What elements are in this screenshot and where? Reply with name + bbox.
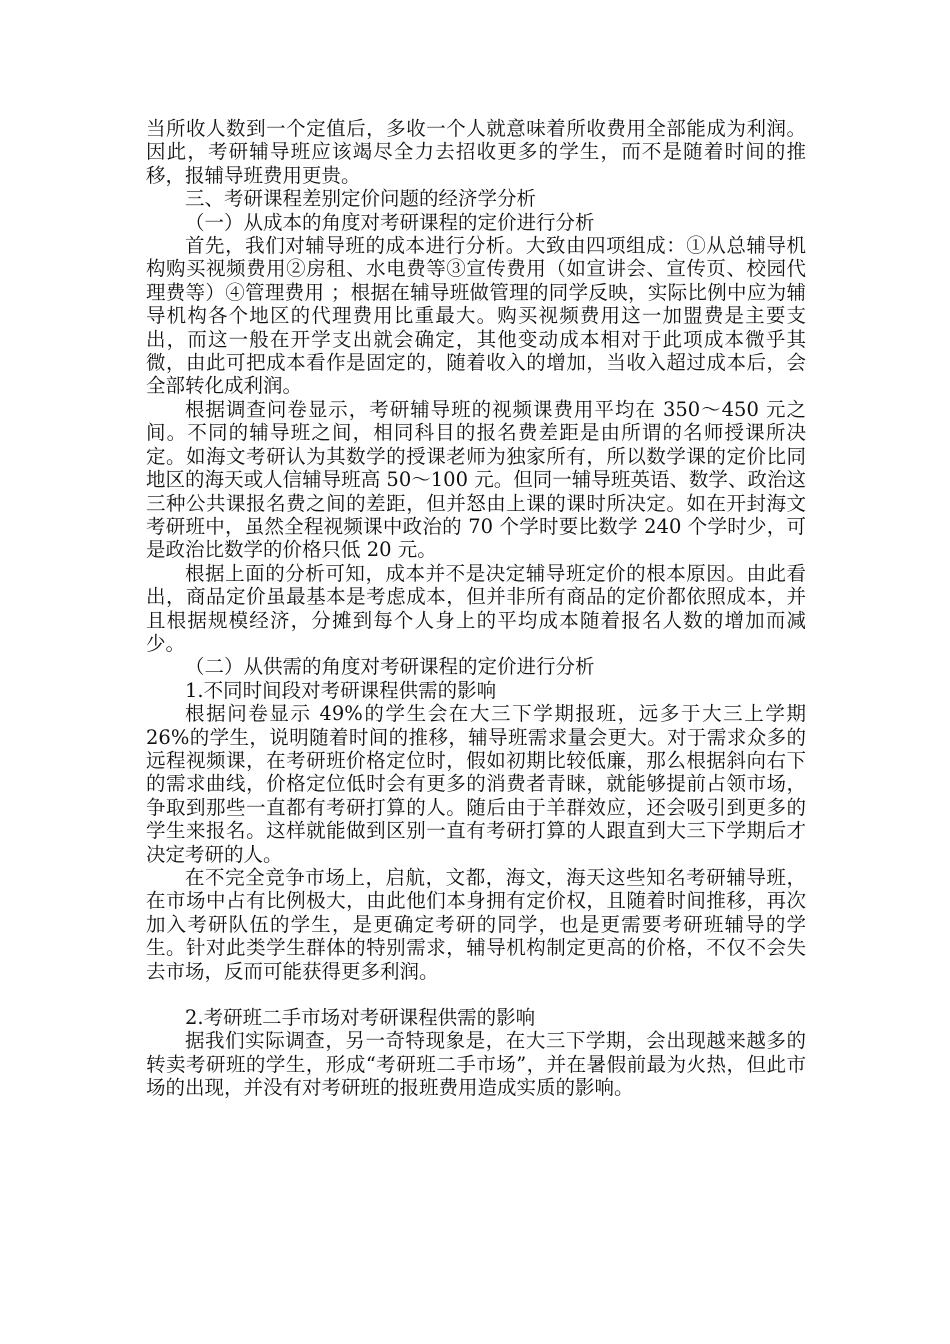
paragraph-survey-fees: 根据调查问卷显示，考研辅导班的视频课费用平均在 350～450 元之间。不同的辅导班之间，相同科目的报名费差距是由所谓的名师授课所决定。如海文考研认为其数学的授课老师为独家所有，所以数学课的定价比同地区的海天或人信辅导班高 50～100 元。但同一辅导班英语、数学、政治这三种公共课报名费之间的差距，但并怒由上课的课时所决定。如在开封海文考研班中，虽然全程视频课中政治的 70 个学时要比数学 240 个学时少，可是政治比数学的价格只低 20 元。 — [146, 397, 806, 562]
document-body — [146, 117, 806, 1100]
paragraph-imperfect-competition: 在不完全竞争市场上，启航，文都，海文，海天这些知名考研辅导班，在市场中占有比例极大，由此他们本身拥有定价权，且随着时间推移，再次加入考研队伍的学生，是更确定考研的同学，也是更需要考研班辅导的学生。针对此类学生群体的特别需求，辅导机构制定更高的价格，不仅不会失去市场，反而可能获得更多利润。 — [146, 866, 806, 983]
subsection-heading-cost: （一）从成本的角度对考研课程的定价进行分析 — [185, 210, 595, 234]
paragraph-survey-timing: 根据问卷显示 49%的学生会在大三下学期报班，远多于大三上学期 26%的学生，说明随着时间的推移，辅导班需求量会更大。对于需求众多的远程视频课，在考研班价格定位时，假如初期比较低廉，那么根据斜向右下的需求曲线，价格定位低时会有更多的消费者青睐，就能够提前占领市场，争取到那些一直都有考研打算的人。随后由于羊群效应，还会吸引到更多的学生来报名。这样就能做到区别一直有考研打算的人跟直到大三下学期后才决定考研的人。 — [146, 702, 806, 866]
subheading-time-periods: 1.不同时间段对考研课程供需的影响 — [185, 678, 497, 702]
paragraph-cost-conclusion: 根据上面的分析可知，成本并不是决定辅导班定价的根本原因。由此看出，商品定价虽最基本是考虑成本，但并非所有商品的定价都依照成本，并且根据规模经济，分摊到每个人身上的平均成本随着报名人数的增加而减少。 — [146, 561, 806, 655]
subsection-heading-supply-demand: （二）从供需的角度对考研课程的定价进行分析 — [185, 655, 595, 679]
subheading-second-hand-market: 2.考研班二手市场对考研课程供需的影响 — [185, 1006, 536, 1030]
blank-line — [146, 983, 806, 1006]
paragraph-cost-composition: 首先，我们对辅导班的成本进行分析。大致由四项组成：①从总辅导机构购买视频费用②房租、水电费等③宣传费用（如宣讲会、宣传页、校园代理费等）④管理费用 ；根据在辅导班做管理的同学反映，实际比例中应为辅导机构各个地区的代理费用比重最大。购买视频费用这一加盟费是主要支出，而这一般在开学支出就会确定，其他变动成本相对于此项成本微乎其微，由此可把成本看作是固定的，随着收入的增加，当收入超过成本后，会全部转化成利润。 — [146, 234, 806, 398]
paragraph-second-hand-market: 据我们实际调查，另一奇特现象是，在大三下学期，会出现越来越多的转卖考研班的学生，形成“考研班二手市场”，并在暑假前最为火热，但此市场的出现，并没有对考研班的报班费用造成实质的影响。 — [146, 1029, 806, 1100]
section-heading-3: 三、考研课程差别定价问题的经济学分析 — [185, 187, 537, 211]
paragraph-intro-continuation: 当所收人数到一个定值后，多收一个人就意味着所收费用全部能成为利润。因此，考研辅导班应该竭尽全力去招收更多的学生，而不是随着时间的推移，报辅导班费用更贵。 — [146, 117, 806, 187]
